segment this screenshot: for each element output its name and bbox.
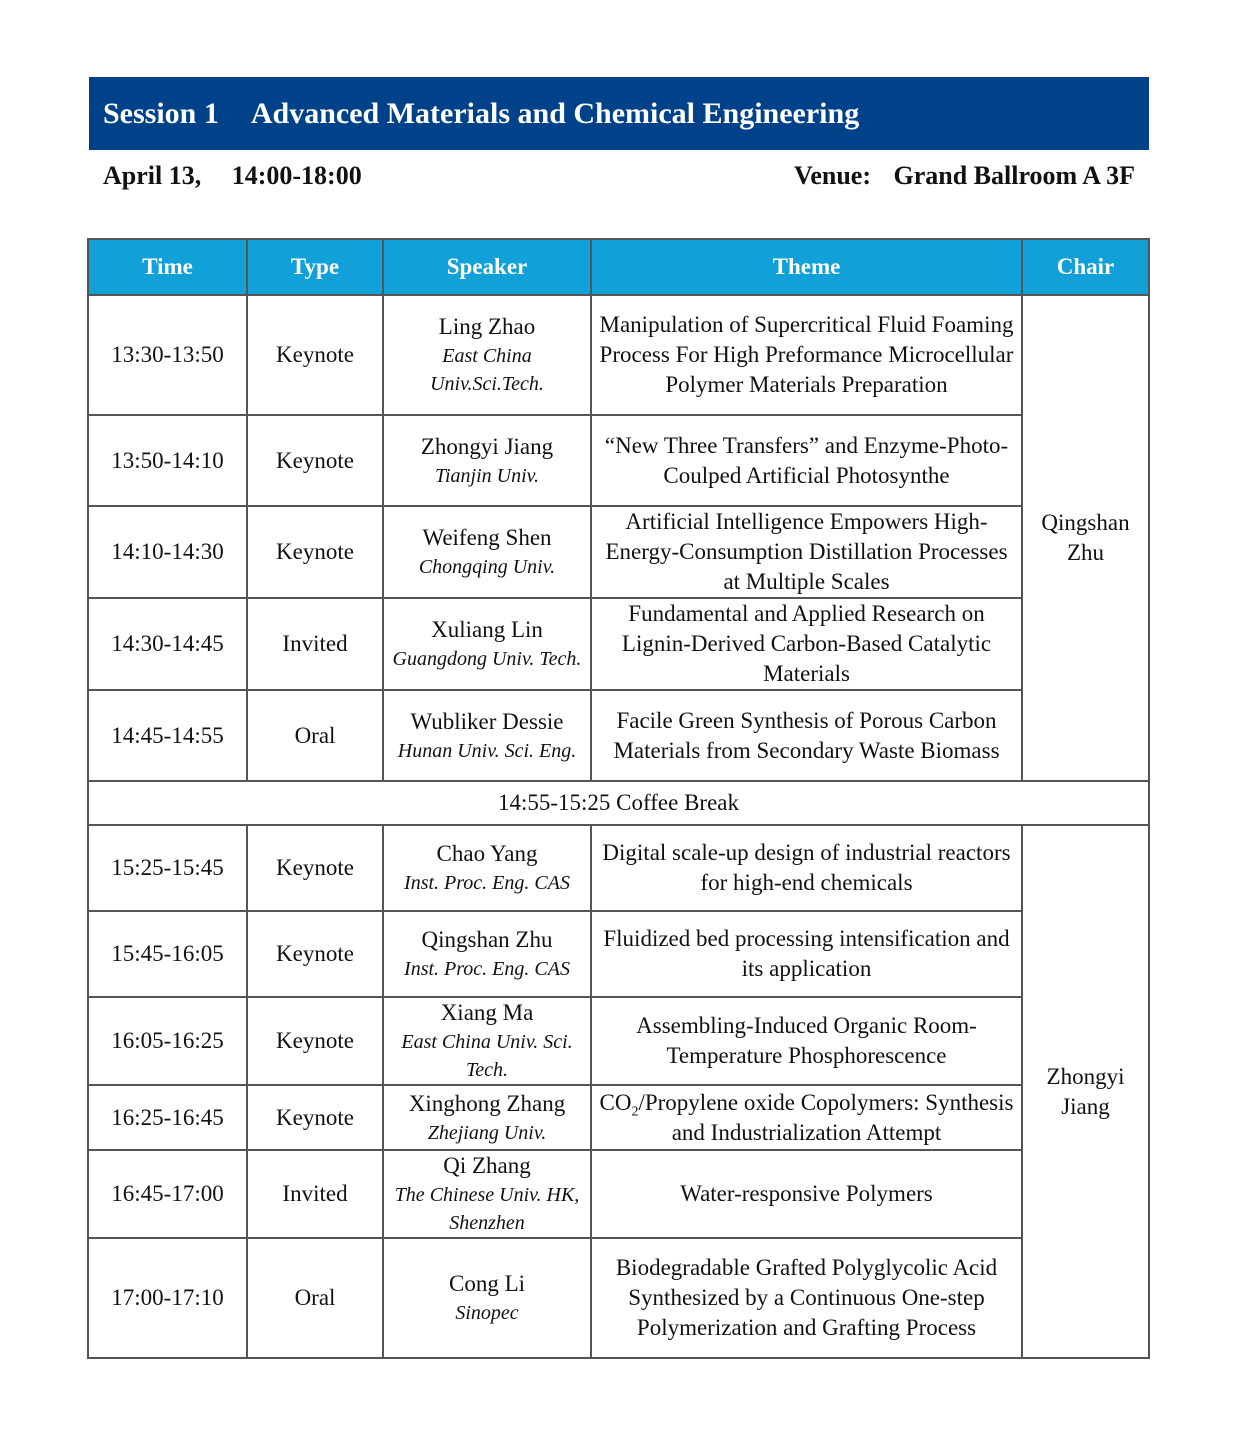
speaker-affiliation: Guangdong Univ. Tech. xyxy=(392,648,582,670)
coffee-break-row xyxy=(88,781,1149,825)
speaker-name: Weifeng Shen xyxy=(422,525,552,550)
type-cell: Oral xyxy=(247,690,383,781)
speaker-cell xyxy=(383,295,591,415)
type-cell: Invited xyxy=(247,1150,383,1238)
table-row xyxy=(88,1238,1149,1358)
session-datetime xyxy=(103,158,362,194)
time-cell: 16:05-16:25 xyxy=(88,997,247,1085)
table-row xyxy=(88,690,1149,781)
header-type: Type xyxy=(247,239,383,295)
session-title: Advanced Materials and Chemical Engineering xyxy=(250,96,860,130)
time-cell: 15:45-16:05 xyxy=(88,911,247,997)
speaker-cell xyxy=(383,1150,591,1238)
speaker-affiliation: Chongqing Univ. xyxy=(418,556,556,578)
table-header-row xyxy=(88,239,1149,295)
table-row xyxy=(88,506,1149,598)
chair-cell: Zhongyi Jiang xyxy=(1022,825,1149,1358)
venue-label: Venue: xyxy=(793,161,871,190)
theme-cell: Fundamental and Applied Research on Lignin-Derived Carbon-Based Catalytic Materials xyxy=(591,598,1022,690)
theme-cell: Manipulation of Supercritical Fluid Foaming Process For High Preformance Microcellular Polymer Materials Preparation xyxy=(591,295,1022,415)
theme-subscript: 2 xyxy=(631,1104,639,1120)
session-date: April 13, xyxy=(103,161,202,190)
table-row xyxy=(88,1150,1149,1238)
schedule-table xyxy=(87,238,1150,1359)
speaker-name: Cong Li xyxy=(448,1271,526,1296)
speaker-cell xyxy=(383,690,591,781)
speaker-affiliation: Hunan Univ. Sci. Eng. xyxy=(397,739,577,762)
theme-rest: /Propylene oxide Copolymers: Synthesis and Industrialization Attempt xyxy=(638,1089,1014,1145)
table-row xyxy=(88,598,1149,690)
speaker-name: Wubliker Dessie xyxy=(410,708,564,734)
type-cell: Keynote xyxy=(247,825,383,911)
speaker-cell xyxy=(383,997,591,1085)
speaker-name: Xinghong Zhang xyxy=(408,1090,566,1116)
speaker-cell xyxy=(383,506,591,598)
theme-cell: Digital scale-up design of industrial reactors for high-end chemicals xyxy=(591,825,1022,911)
coffee-break-cell: 14:55-15:25 Coffee Break xyxy=(88,781,1149,825)
time-cell: 14:10-14:30 xyxy=(88,506,247,598)
time-cell: 13:50-14:10 xyxy=(88,415,247,506)
time-cell: 16:45-17:00 xyxy=(88,1150,247,1238)
speaker-affiliation: Zhejiang Univ. xyxy=(427,1121,547,1144)
speaker-name: Ling Zhao xyxy=(438,314,536,339)
speaker-affiliation: Sinopec xyxy=(455,1302,519,1324)
speaker-affiliation: East China Univ.Sci.Tech. xyxy=(430,345,544,395)
speaker-affiliation: Inst. Proc. Eng. CAS xyxy=(404,872,570,894)
speaker-cell xyxy=(383,911,591,997)
time-cell: 14:45-14:55 xyxy=(88,690,247,781)
speaker-affiliation: East China Univ. Sci. Tech. xyxy=(401,1031,573,1081)
header-chair: Chair xyxy=(1022,239,1149,295)
speaker-affiliation: Tianjin Univ. xyxy=(434,464,540,487)
table-row xyxy=(88,415,1149,506)
chair-cell: Qingshan Zhu xyxy=(1022,295,1149,781)
table-row xyxy=(88,997,1149,1085)
speaker-cell xyxy=(383,1238,591,1358)
theme-prefix: CO xyxy=(599,1089,632,1115)
theme-cell: Biodegradable Grafted Polyglycolic Acid Synthesized by a Continuous One-step Polymerization and Grafting Process xyxy=(591,1238,1022,1358)
speaker-name: Zhongyi Jiang xyxy=(420,433,554,459)
speaker-affiliation: The Chinese Univ. HK, Shenzhen xyxy=(394,1184,580,1234)
speaker-cell xyxy=(383,415,591,506)
header-time: Time xyxy=(88,239,247,295)
theme-cell: “New Three Transfers” and Enzyme-Photo-Coulped Artificial Photosynthe xyxy=(591,415,1022,506)
speaker-name: Xuliang Lin xyxy=(431,617,543,642)
table-row xyxy=(88,295,1149,415)
speaker-name: Qingshan Zhu xyxy=(421,927,553,952)
header-theme: Theme xyxy=(591,239,1022,295)
speaker-cell xyxy=(383,825,591,911)
table-row xyxy=(88,825,1149,911)
header-speaker: Speaker xyxy=(383,239,591,295)
theme-cell: Water-responsive Polymers xyxy=(591,1150,1022,1238)
type-cell: Keynote xyxy=(247,295,383,415)
speaker-cell xyxy=(383,598,591,690)
type-cell: Keynote xyxy=(247,1085,383,1150)
session-banner xyxy=(89,77,1149,150)
theme-cell xyxy=(591,1085,1022,1150)
type-cell: Keynote xyxy=(247,506,383,598)
table-row xyxy=(88,1085,1149,1150)
type-cell: Keynote xyxy=(247,997,383,1085)
theme-cell: Artificial Intelligence Empowers High-Energy-Consumption Distillation Processes at Multiple Scales xyxy=(591,506,1022,598)
speaker-name: Qi Zhang xyxy=(443,1153,531,1178)
time-cell: 14:30-14:45 xyxy=(88,598,247,690)
type-cell: Invited xyxy=(247,598,383,690)
speaker-name: Xiang Ma xyxy=(440,1000,534,1025)
type-cell: Keynote xyxy=(247,415,383,506)
type-cell: Keynote xyxy=(247,911,383,997)
session-number: Session 1 xyxy=(103,96,219,130)
session-venue xyxy=(794,158,1135,194)
session-time-range: 14:00-18:00 xyxy=(231,161,362,190)
theme-cell: Facile Green Synthesis of Porous Carbon Materials from Secondary Waste Biomass xyxy=(591,690,1022,781)
time-cell: 13:30-13:50 xyxy=(88,295,247,415)
venue-value: Grand Ballroom A 3F xyxy=(893,161,1135,190)
theme-cell: Assembling-Induced Organic Room-Temperature Phosphorescence xyxy=(591,997,1022,1085)
time-cell: 17:00-17:10 xyxy=(88,1238,247,1358)
speaker-name: Chao Yang xyxy=(436,841,538,866)
type-cell: Oral xyxy=(247,1238,383,1358)
table-row xyxy=(88,911,1149,997)
time-cell: 16:25-16:45 xyxy=(88,1085,247,1150)
time-cell: 15:25-15:45 xyxy=(88,825,247,911)
speaker-affiliation: Inst. Proc. Eng. CAS xyxy=(404,958,570,980)
theme-cell: Fluidized bed processing intensification and its application xyxy=(591,911,1022,997)
speaker-cell xyxy=(383,1085,591,1150)
